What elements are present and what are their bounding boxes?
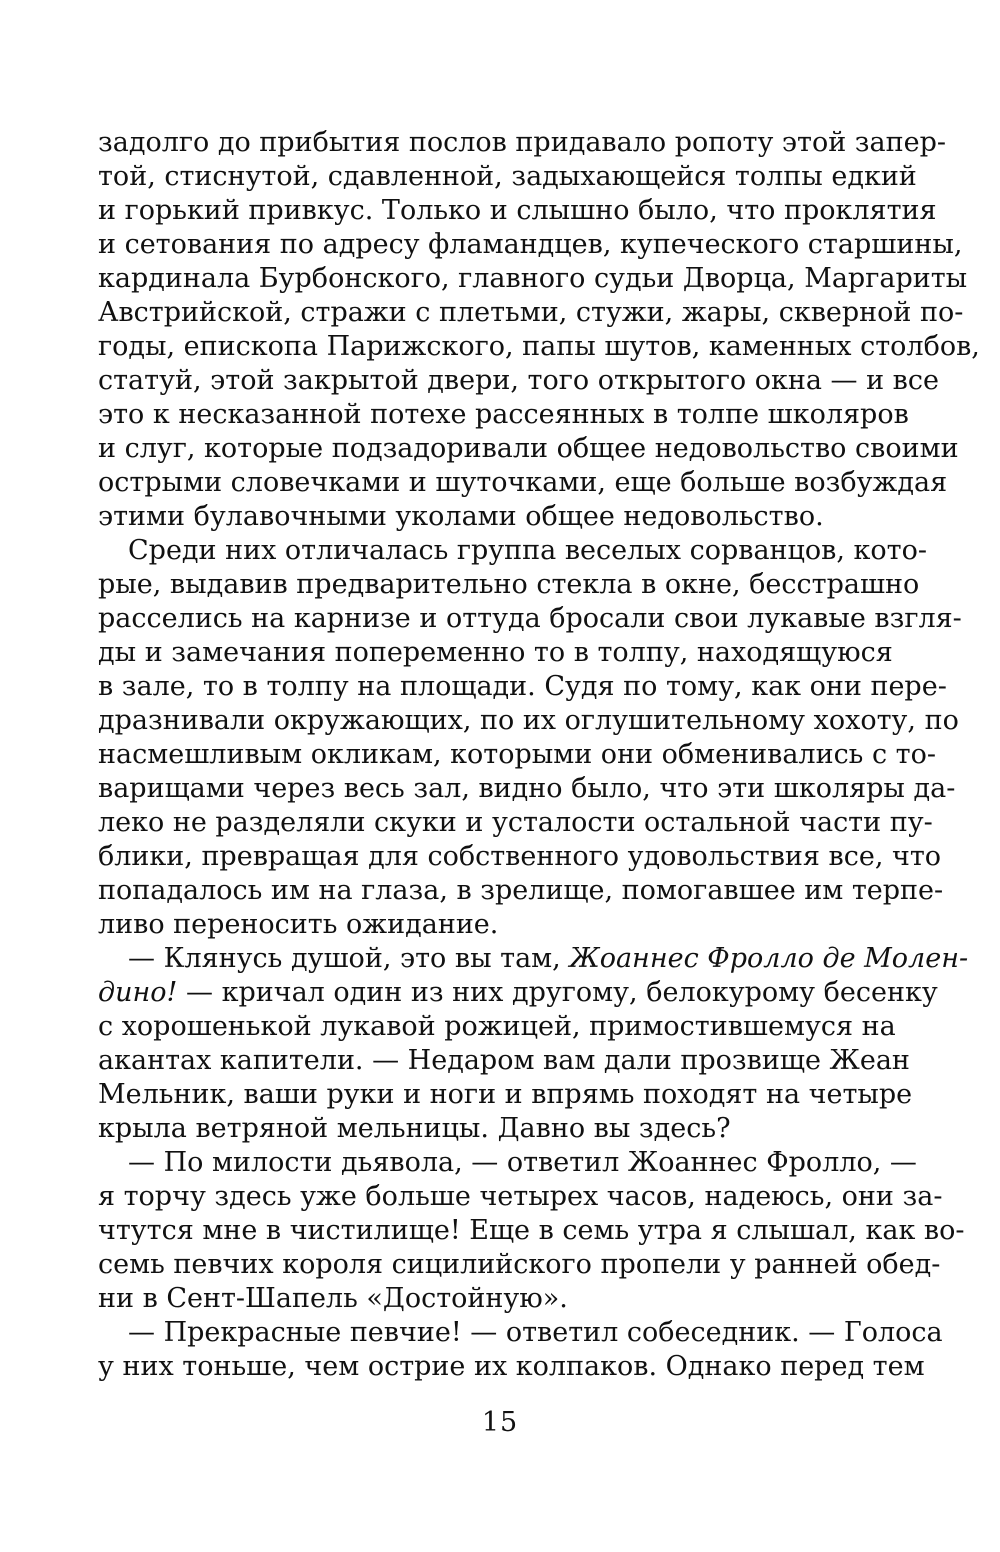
text-run: годы, епископа Парижского, папы шутов, каменных столбов, (98, 331, 980, 362)
text-line (98, 1044, 910, 1078)
text-run: это к несказанной потехе рассеянных в толпе школяров (98, 399, 909, 430)
text-line (98, 738, 936, 772)
page-number: 15 (481, 1407, 519, 1438)
text-run: ливо переносить ожидание. (98, 909, 499, 940)
text-line (98, 602, 962, 636)
text-run: той, стиснутой, сдавленной, задыхающейся толпы едкий (98, 161, 917, 192)
text-run: блики, превращая для собственного удовольствия все, что (98, 841, 942, 872)
text-line (98, 466, 948, 500)
text-line (98, 1112, 855, 1146)
text-run: акантах капители. — Недаром вам дали прозвище Жеан (98, 1045, 910, 1076)
text-line (98, 908, 855, 942)
text-run: этими булавочными уколами общее недовольство. (98, 501, 824, 532)
text-run: Среди них отличалась группа веселых сорванцов, кото- (128, 535, 927, 566)
text-line (98, 1078, 913, 1112)
text-line (98, 1282, 855, 1316)
text-line (98, 1248, 941, 1282)
text-line (98, 432, 959, 466)
text-run: и слуг, которые подзадоривали общее недовольство своими (98, 433, 959, 464)
text-line (98, 126, 947, 160)
text-run: кардинала Бурбонского, главного судьи Дворца, Маргариты (98, 263, 968, 294)
text-line (98, 364, 939, 398)
text-run: насмешливым окликам, которыми они обменивались с то- (98, 739, 936, 770)
text-line (98, 500, 855, 534)
text-run: в зале, то в толпу на площади. Судя по тому, как они пере- (98, 671, 947, 702)
text-line (98, 704, 959, 738)
text-line (98, 398, 909, 432)
text-run: и горький привкус. Только и слышно было, что проклятия (98, 195, 937, 226)
text-run: у них тоньше, чем острие их колпаков. Однако перед тем (98, 1351, 925, 1382)
text-run: Мельник, ваши руки и ноги и впрямь походят на четыре (98, 1079, 913, 1110)
text-line (98, 160, 917, 194)
text-line (98, 806, 933, 840)
text-run: Австрийской, стражи с плетьми, стужи, жары, скверной по- (98, 297, 964, 328)
text-line (98, 296, 964, 330)
text-line (98, 568, 920, 602)
text-line (98, 262, 968, 296)
italic-text: дино! (98, 977, 178, 1008)
text-run: крыла ветряной мельницы. Давно вы здесь? (98, 1113, 731, 1144)
text-run: я торчу здесь уже больше четырех часов, надеюсь, они за- (98, 1181, 943, 1212)
text-line (98, 194, 937, 228)
body-text (98, 126, 980, 1384)
text-line (98, 874, 944, 908)
text-run: острыми словечками и шуточками, еще больше возбуждая (98, 467, 948, 498)
text-run: задолго до прибытия послов придавало ропоту этой запер- (98, 127, 947, 158)
text-run: попадалось им на глаза, в зрелище, помогавшее им терпе- (98, 875, 944, 906)
text-line (98, 534, 927, 568)
text-run: — По милости дьявола, — ответил Жоаннес Фролло, — (128, 1147, 917, 1178)
text-run: с хорошенькой лукавой рожицей, примостившемуся на (98, 1011, 896, 1042)
text-run: и сетования по адресу фламандцев, купеческого старшины, (98, 229, 963, 260)
text-run: расселись на карнизе и оттуда бросали свои лукавые взгля- (98, 603, 962, 634)
text-run: ни в Сент-Шапель «Достойную». (98, 1283, 568, 1314)
text-run: семь певчих короля сицилийского пропели у ранней обед- (98, 1249, 941, 1280)
text-line (98, 330, 980, 364)
text-line (98, 976, 938, 1010)
text-line (98, 636, 893, 670)
text-line (98, 670, 947, 704)
text-run: дразнивали окружающих, по их оглушительному хохоту, по (98, 705, 959, 736)
text-line (98, 942, 969, 976)
text-run: ды и замечания попеременно то в толпу, находящуюся (98, 637, 893, 668)
text-line (98, 1180, 943, 1214)
text-line (98, 1316, 943, 1350)
text-run: чтутся мне в чистилище! Еще в семь утра я слышал, как во- (98, 1215, 965, 1246)
text-run: — кричал один из них другому, белокурому бесенку (177, 977, 938, 1008)
text-run: — Клянусь душой, это вы там, (128, 943, 570, 974)
text-line (98, 1350, 925, 1384)
text-run: рые, выдавив предварительно стекла в окне, бесстрашно (98, 569, 920, 600)
text-line (98, 1146, 917, 1180)
text-run: леко не разделяли скуки и усталости остальной части пу- (98, 807, 933, 838)
text-line (98, 772, 956, 806)
text-line (98, 1010, 896, 1044)
text-run: — Прекрасные певчие! — ответил собеседник. — Голоса (128, 1317, 943, 1348)
text-line (98, 1214, 965, 1248)
text-run: статуй, этой закрытой двери, того открытого окна — и все (98, 365, 939, 396)
text-line (98, 840, 942, 874)
text-line (98, 228, 963, 262)
italic-text: Жоаннес Фролло де Молен- (569, 943, 969, 974)
text-run: варищами через весь зал, видно было, что эти школяры да- (98, 773, 956, 804)
